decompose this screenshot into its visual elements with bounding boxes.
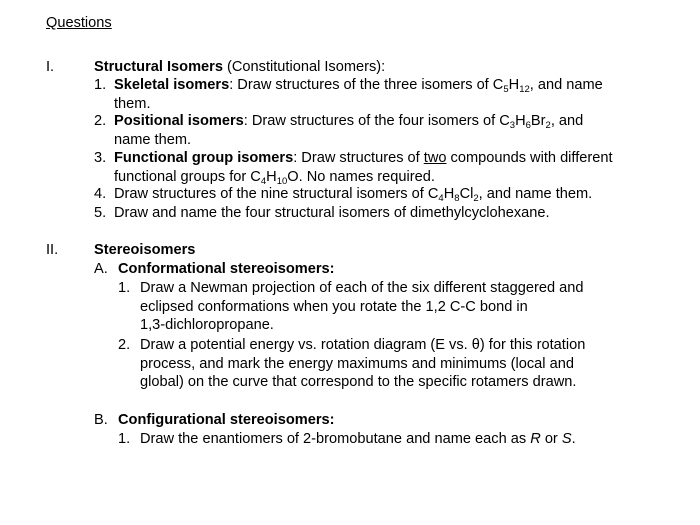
item-number: 1. [118,280,131,296]
item-text: or [540,431,562,447]
section-1-item-2 [94,112,674,149]
subsection-letter: B. [94,412,108,428]
formula-part: Cl [459,186,474,202]
subscript: 12 [519,84,530,95]
formula-part: Br [530,113,546,129]
item-text: . [571,431,576,447]
item-body [114,185,674,204]
item-text: name them. [114,131,192,148]
item-text: O. No names required. [287,168,435,185]
item-text: : Draw structures of the four isomers of C [243,113,510,129]
subsection-letter: A. [94,261,108,277]
section-1-item-5 [94,204,674,223]
subscript: 5 [503,84,509,95]
item-text: Draw a potential energy vs. rotation diagram (E vs. θ) for this rotation [140,337,586,353]
item-text: process, and mark the energy maximums and minimums (local and [140,355,574,372]
item-text: Draw structures of the nine structural isomers of C [114,186,439,202]
section-1-title-suffix: (Constitutional Isomers): [222,59,386,75]
subscript: 4 [438,193,444,204]
item-text: global) on the curve that correspond to the specific rotamers drawn. [140,374,577,391]
subscript: 10 [276,175,288,187]
subsection-b-item-1 [118,430,678,449]
subsection-b-heading [94,411,335,430]
item-term: Positional isomers [114,113,244,129]
underlined-word: two [423,150,447,166]
item-number: 4. [94,186,107,202]
item-text: : Draw structures of [293,150,424,166]
subsection-title: Conformational stereoisomers: [118,261,335,277]
item-text: , and name them. [478,186,593,202]
page-title: Questions [46,15,112,31]
item-number: 3. [94,150,107,166]
formula-part: H [515,113,526,129]
section-1-item-4 [94,185,674,204]
subscript: 4 [260,175,267,187]
subsection-a-item-2 [118,336,678,392]
item-term: Functional group isomers [114,150,294,166]
item-number: 2. [94,113,107,129]
subsection-title: Configurational stereoisomers: [118,412,335,428]
item-body [140,279,678,335]
item-body [114,76,674,113]
subsection-a-item-1 [118,279,678,335]
item-body [140,430,678,449]
subsection-a-heading [94,260,335,279]
item-term: Skeletal isomers [114,77,230,93]
subscript: 2 [473,193,479,204]
formula-part: H [443,186,455,202]
subscript: 6 [525,120,531,131]
item-text: compounds with different [446,150,613,166]
item-text: : Draw structures of the three isomers of C [229,77,504,93]
item-number: 2. [118,337,131,353]
item-number: 1. [94,77,107,93]
item-text: functional groups for C [114,168,261,185]
item-body [114,149,674,186]
section-1-title-bold: Structural Isomers [94,59,223,75]
item-number: 1. [118,431,131,447]
formula-part: H [508,77,520,93]
section-1-numeral: I. [46,59,55,75]
section-2-numeral: II. [46,242,59,258]
section-1-item-3 [94,149,674,186]
item-text: them. [114,95,151,112]
item-number: 5. [94,205,107,221]
item-text: , and [550,113,584,129]
item-body [114,112,674,149]
subscript: 2 [545,120,551,131]
subscript: 8 [454,193,460,204]
section-1-item-1 [94,76,674,113]
italic-letter: S [561,431,572,447]
item-text: Draw and name the four structural isomers of dimethylcyclohexane. [114,205,550,221]
section-2-title: Stereoisomers [94,242,196,258]
section-1-title [94,58,385,77]
item-text: eclipsed conformations when you rotate the 1,2 C-C bond in [140,298,528,315]
subscript: 3 [509,120,516,131]
item-text: , and name [529,77,603,93]
formula-part: H [266,168,277,185]
item-body [140,336,678,392]
item-text: Draw a Newman projection of each of the six different staggered and [140,280,584,296]
item-text: 1,3-dichloropropane. [140,317,274,334]
item-body [114,204,674,223]
item-text: Draw the enantiomers of 2-bromobutane and name each as [140,431,531,447]
italic-letter: R [530,431,541,447]
